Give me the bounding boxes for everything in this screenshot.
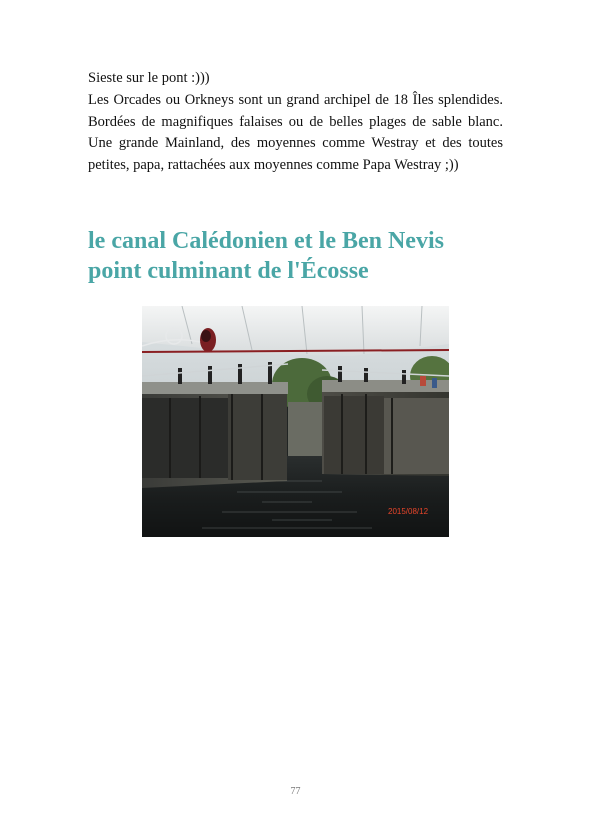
section-heading-line-1: le canal Calédonien et le Ben Nevis [88,228,444,254]
body-paragraph: Les Orcades ou Orkneys sont un grand archipel de 18 Îles splendides. Bordées de magnifiques falaises ou de belles plages de sable blanc. Une grande Mainland, des moyennes comme Westray et des toutes petites, papa, rattachées aux moyennes comme Papa Westray ;)) [88,92,503,173]
photo-caption: Sieste sur le pont :))) [88,70,210,86]
canal-lock-photo [142,306,449,537]
photo-date-stamp: 2015/08/12 [388,507,429,516]
section-heading [88,226,528,286]
section-heading-line-2: point culminant de l'Écosse [88,258,369,284]
page-number: 77 [290,786,301,797]
